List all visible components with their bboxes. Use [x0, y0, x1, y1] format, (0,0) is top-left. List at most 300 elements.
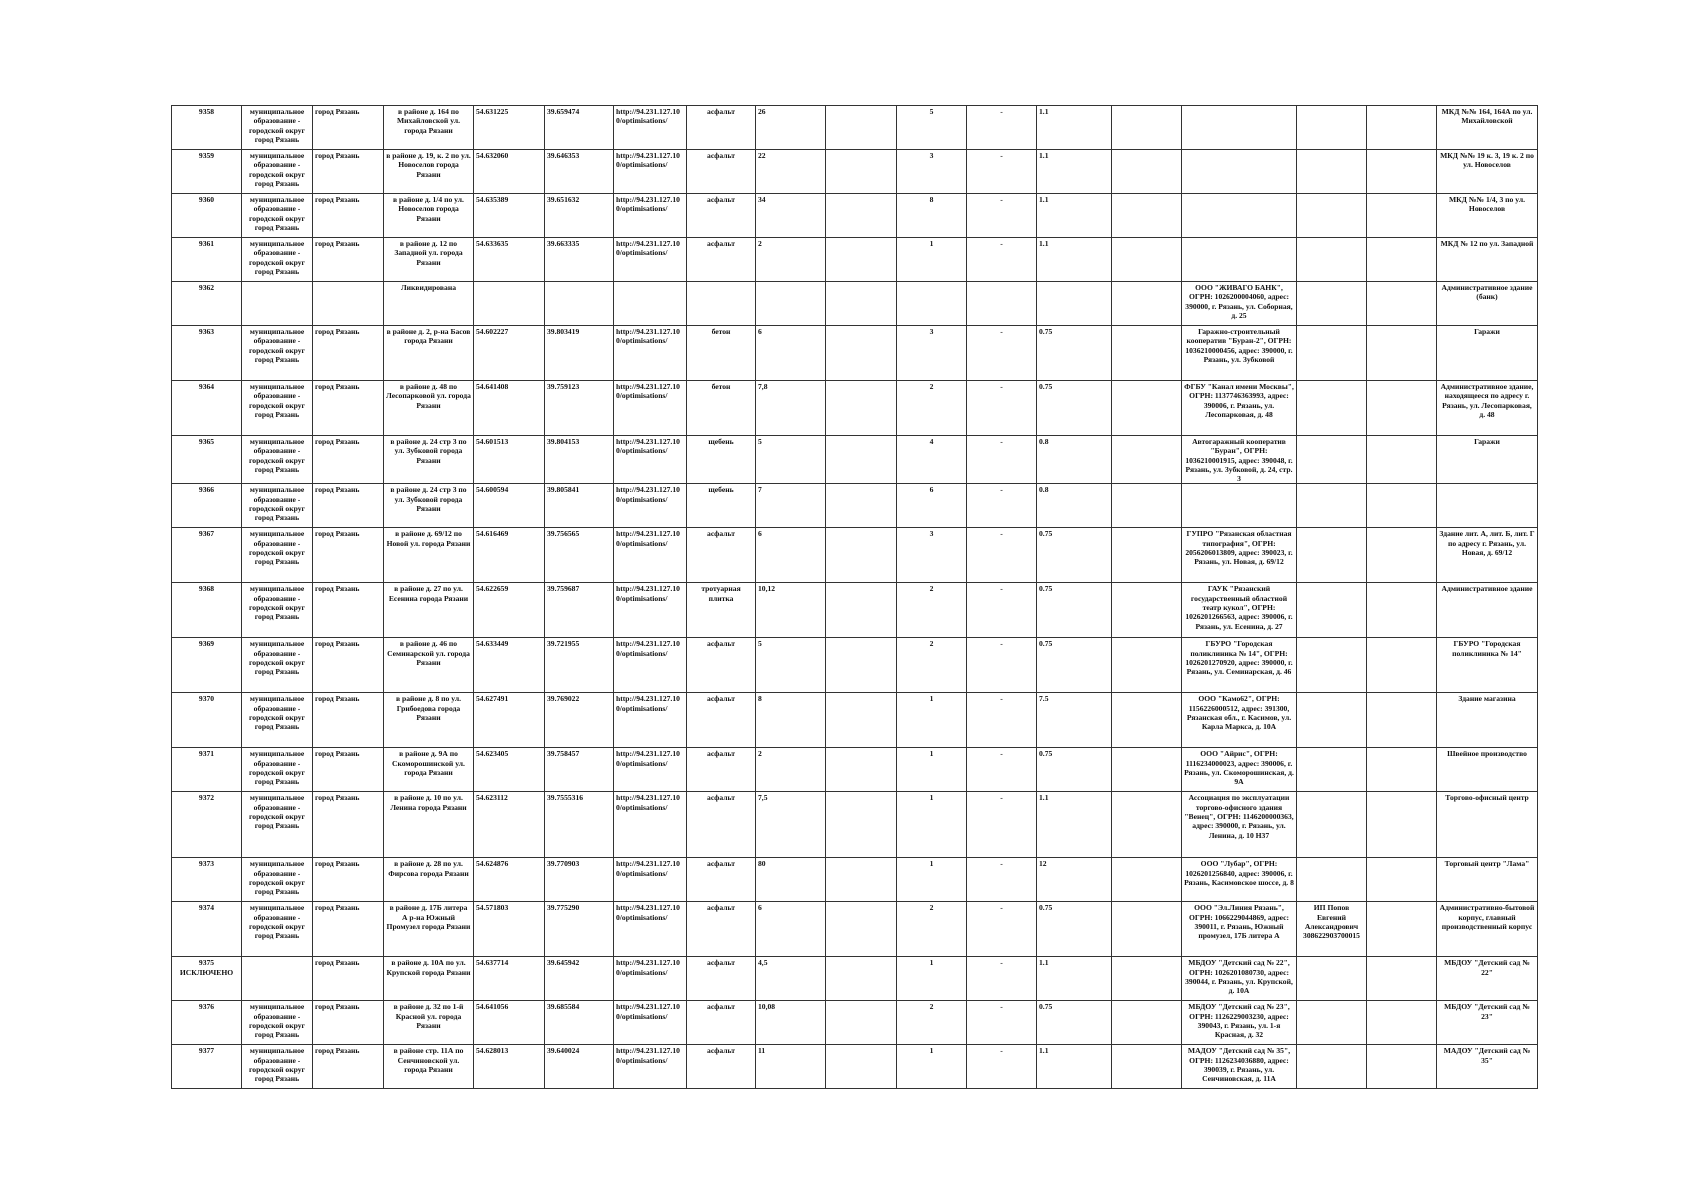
container-count-cell: 8 — [897, 194, 967, 238]
latitude-cell: 54.641408 — [474, 381, 545, 436]
area-cell: 5 — [756, 436, 826, 484]
empty-cell — [1367, 1001, 1437, 1045]
url-cell — [614, 282, 687, 326]
empty-cell — [1112, 150, 1182, 194]
area-cell — [756, 282, 826, 326]
surface-cell: асфальт — [687, 1045, 756, 1089]
waste-source-cell: Административное здание (банк) — [1437, 282, 1538, 326]
container-count-cell: 2 — [897, 381, 967, 436]
row-number: 9373 — [172, 858, 242, 902]
volume-cell: 0.75 — [1037, 326, 1112, 381]
table-row — [172, 858, 1538, 902]
address-cell: в районе д. 48 по Лесопарковой ул. города Рязани — [384, 381, 474, 436]
municipality-cell: муниципальное образование - городской округ город Рязань — [242, 858, 313, 902]
longitude-cell: 39.646353 — [545, 150, 614, 194]
volume-cell — [1037, 282, 1112, 326]
longitude-cell: 39.659474 — [545, 106, 614, 150]
owner-cell: МАДОУ "Детский сад № 35", ОГРН: 1126234036880, адрес: 390039, г. Рязань, ул. Сенчиновская, д. 11А — [1182, 1045, 1297, 1089]
organization-cell — [1297, 748, 1367, 792]
address-cell: в районе д. 24 стр 3 по ул. Зубковой города Рязани — [384, 436, 474, 484]
surface-cell: асфальт — [687, 902, 756, 957]
municipality-cell: муниципальное образование - городской округ город Рязань — [242, 693, 313, 748]
surface-cell: асфальт — [687, 748, 756, 792]
empty-cell — [1367, 326, 1437, 381]
latitude-cell: 54.637714 — [474, 957, 545, 1001]
empty-cell — [826, 194, 897, 238]
address-cell: в районе д. 10 по ул. Ленина города Рязани — [384, 792, 474, 858]
row-number: 9368 — [172, 583, 242, 638]
waste-source-cell: Административное здание, находящееся по адресу г. Рязань, ул. Лесопарковая, д. 48 — [1437, 381, 1538, 436]
volume-cell: 0.75 — [1037, 748, 1112, 792]
empty-cell — [826, 326, 897, 381]
address-cell: в районе д. 19, к. 2 по ул. Новоселов города Рязани — [384, 150, 474, 194]
planned-count-cell: - — [967, 957, 1037, 1001]
surface-cell: асфальт — [687, 528, 756, 583]
address-cell: в районе д. 2, р-на Басов города Рязани — [384, 326, 474, 381]
address-cell: в районе д. 28 по ул. Фирсова города Рязани — [384, 858, 474, 902]
area-cell: 5 — [756, 638, 826, 693]
latitude-cell: 54.633449 — [474, 638, 545, 693]
empty-cell — [1112, 693, 1182, 748]
organization-cell — [1297, 583, 1367, 638]
row-number: 9359 — [172, 150, 242, 194]
empty-cell — [1112, 528, 1182, 583]
empty-cell — [826, 282, 897, 326]
planned-count-cell: - — [967, 693, 1037, 748]
address-cell: в районе д. 32 по 1-й Красной ул. города Рязани — [384, 1001, 474, 1045]
settlement-cell: город Рязань — [313, 1001, 384, 1045]
empty-cell — [826, 150, 897, 194]
owner-cell: ООО "ЖИВАГО БАНК", ОГРН: 1026200004060, адрес: 390000, г. Рязань, ул. Соборная, д. 25 — [1182, 282, 1297, 326]
municipality-cell: муниципальное образование - городской округ город Рязань — [242, 194, 313, 238]
settlement-cell: город Рязань — [313, 902, 384, 957]
longitude-cell: 39.775290 — [545, 902, 614, 957]
settlement-cell: город Рязань — [313, 381, 384, 436]
url-cell: http://94.231.127.10 0/optimisations/ — [614, 792, 687, 858]
url-cell: http://94.231.127.10 0/optimisations/ — [614, 858, 687, 902]
volume-cell: 1.1 — [1037, 792, 1112, 858]
waste-source-cell: МАДОУ "Детский сад № 35" — [1437, 1045, 1538, 1089]
latitude-cell: 54.628013 — [474, 1045, 545, 1089]
container-count-cell: 1 — [897, 858, 967, 902]
longitude-cell: 39.7555316 — [545, 792, 614, 858]
municipality-cell: муниципальное образование - городской округ город Рязань — [242, 436, 313, 484]
volume-cell: 0.8 — [1037, 484, 1112, 528]
waste-source-cell: МБДОУ "Детский сад № 22" — [1437, 957, 1538, 1001]
latitude-cell: 54.641056 — [474, 1001, 545, 1045]
waste-source-cell: Здание лит. А, лит. Б, лит. Г по адресу г. Рязань, ул. Новая, д. 69/12 — [1437, 528, 1538, 583]
owner-cell: МБДОУ "Детский сад № 23", ОГРН: 1126229003230, адрес: 390043, г. Рязань, ул. 1-я Красная, д. 32 — [1182, 1001, 1297, 1045]
waste-source-cell: Гаражи — [1437, 326, 1538, 381]
organization-cell: ИП Попов Евгений Александрович 308622903700015 — [1297, 902, 1367, 957]
table-row — [172, 902, 1538, 957]
planned-count-cell: - — [967, 1001, 1037, 1045]
area-cell: 6 — [756, 528, 826, 583]
empty-cell — [1367, 583, 1437, 638]
empty-cell — [826, 957, 897, 1001]
surface-cell: асфальт — [687, 693, 756, 748]
organization-cell — [1297, 238, 1367, 282]
area-cell: 10,12 — [756, 583, 826, 638]
waste-source-cell: Торговый центр "Лама" — [1437, 858, 1538, 902]
address-cell: в районе стр. 11А по Сенчиновской ул. города Рязани — [384, 1045, 474, 1089]
planned-count-cell: - — [967, 858, 1037, 902]
owner-cell: Автогаражный кооператив "Буран", ОГРН: 1036210001915, адрес: 390048, г. Рязань, ул. Зубковой, д. 24, стр. 3 — [1182, 436, 1297, 484]
empty-cell — [826, 528, 897, 583]
container-count-cell: 3 — [897, 150, 967, 194]
container-count-cell: 2 — [897, 583, 967, 638]
latitude-cell: 54.633635 — [474, 238, 545, 282]
area-cell: 22 — [756, 150, 826, 194]
container-count-cell: 5 — [897, 106, 967, 150]
area-cell: 4,5 — [756, 957, 826, 1001]
empty-cell — [1112, 381, 1182, 436]
settlement-cell: город Рязань — [313, 150, 384, 194]
latitude-cell: 54.600594 — [474, 484, 545, 528]
planned-count-cell: - — [967, 902, 1037, 957]
row-number: 9358 — [172, 106, 242, 150]
empty-cell — [826, 106, 897, 150]
waste-source-cell: Швейное производство — [1437, 748, 1538, 792]
planned-count-cell — [967, 282, 1037, 326]
empty-cell — [826, 238, 897, 282]
table-row — [172, 194, 1538, 238]
row-number: 9369 — [172, 638, 242, 693]
table-row — [172, 282, 1538, 326]
url-cell: http://94.231.127.10 0/optimisations/ — [614, 238, 687, 282]
table-row — [172, 792, 1538, 858]
area-cell: 34 — [756, 194, 826, 238]
settlement-cell: город Рязань — [313, 1045, 384, 1089]
empty-cell — [826, 1045, 897, 1089]
planned-count-cell: - — [967, 381, 1037, 436]
empty-cell — [826, 583, 897, 638]
empty-cell — [1367, 381, 1437, 436]
volume-cell: 1.1 — [1037, 957, 1112, 1001]
settlement-cell: город Рязань — [313, 583, 384, 638]
empty-cell — [1367, 194, 1437, 238]
row-number: 9376 — [172, 1001, 242, 1045]
surface-cell: асфальт — [687, 194, 756, 238]
table-row — [172, 1045, 1538, 1089]
table-row — [172, 484, 1538, 528]
planned-count-cell: - — [967, 238, 1037, 282]
url-cell: http://94.231.127.10 0/optimisations/ — [614, 194, 687, 238]
table-row — [172, 638, 1538, 693]
latitude-cell: 54.635389 — [474, 194, 545, 238]
longitude-cell: 39.759687 — [545, 583, 614, 638]
empty-cell — [1112, 1001, 1182, 1045]
municipality-cell: муниципальное образование - городской округ город Рязань — [242, 326, 313, 381]
surface-cell: асфальт — [687, 238, 756, 282]
planned-count-cell: - — [967, 436, 1037, 484]
owner-cell — [1182, 194, 1297, 238]
row-number: 9370 — [172, 693, 242, 748]
area-cell: 11 — [756, 1045, 826, 1089]
container-count-cell: 1 — [897, 238, 967, 282]
municipality-cell: муниципальное образование - городской округ город Рязань — [242, 583, 313, 638]
longitude-cell: 39.758457 — [545, 748, 614, 792]
url-cell: http://94.231.127.10 0/optimisations/ — [614, 484, 687, 528]
surface-cell: асфальт — [687, 1001, 756, 1045]
empty-cell — [1112, 792, 1182, 858]
table-row — [172, 693, 1538, 748]
owner-cell: ООО "Камо62", ОГРН: 1156226000512, адрес: 391300, Рязанская обл., г. Касимов, ул. Карла Маркса, д. 10А — [1182, 693, 1297, 748]
waste-source-cell: Торгово-офисный центр — [1437, 792, 1538, 858]
empty-cell — [1112, 238, 1182, 282]
surface-cell: асфальт — [687, 792, 756, 858]
empty-cell — [826, 792, 897, 858]
longitude-cell: 39.651632 — [545, 194, 614, 238]
organization-cell — [1297, 1001, 1367, 1045]
empty-cell — [1367, 957, 1437, 1001]
volume-cell: 7.5 — [1037, 693, 1112, 748]
settlement-cell: город Рязань — [313, 957, 384, 1001]
owner-cell — [1182, 238, 1297, 282]
organization-cell — [1297, 693, 1367, 748]
volume-cell: 0.75 — [1037, 583, 1112, 638]
longitude-cell: 39.721955 — [545, 638, 614, 693]
address-cell: Ликвидирована — [384, 282, 474, 326]
empty-cell — [1112, 957, 1182, 1001]
owner-cell: ООО "Эл.Линия Рязань", ОГРН: 1066229044869, адрес: 390011, г. Рязань, Южный промузел, 17Б литера А — [1182, 902, 1297, 957]
empty-cell — [1367, 238, 1437, 282]
address-cell: в районе д. 10А по ул. Крупской города Рязани — [384, 957, 474, 1001]
surface-cell: асфальт — [687, 858, 756, 902]
table-row — [172, 957, 1538, 1001]
table-row — [172, 436, 1538, 484]
row-number: 9374 — [172, 902, 242, 957]
waste-source-cell: МКД № 12 по ул. Западной — [1437, 238, 1538, 282]
area-cell: 10,08 — [756, 1001, 826, 1045]
planned-count-cell: - — [967, 150, 1037, 194]
container-count-cell: 1 — [897, 957, 967, 1001]
owner-cell: Ассоциация по эксплуатации торгово-офисного здания "Венец", ОГРН: 1146200000363, адрес: 390000, г. Рязань, ул. Ленина, д. 10 Н37 — [1182, 792, 1297, 858]
latitude-cell: 54.624876 — [474, 858, 545, 902]
url-cell: http://94.231.127.10 0/optimisations/ — [614, 528, 687, 583]
container-count-cell: 2 — [897, 638, 967, 693]
url-cell: http://94.231.127.10 0/optimisations/ — [614, 150, 687, 194]
longitude-cell: 39.759123 — [545, 381, 614, 436]
address-cell: в районе д. 69/12 по Новой ул. города Рязани — [384, 528, 474, 583]
row-number: 9362 — [172, 282, 242, 326]
surface-cell: тротуарная плитка — [687, 583, 756, 638]
table-row — [172, 583, 1538, 638]
row-number: 9377 — [172, 1045, 242, 1089]
municipality-cell: муниципальное образование - городской округ город Рязань — [242, 1045, 313, 1089]
url-cell: http://94.231.127.10 0/optimisations/ — [614, 326, 687, 381]
empty-cell — [1367, 106, 1437, 150]
municipality-cell: муниципальное образование - городской округ город Рязань — [242, 902, 313, 957]
table-row — [172, 1001, 1538, 1045]
longitude-cell: 39.803419 — [545, 326, 614, 381]
empty-cell — [1112, 858, 1182, 902]
empty-cell — [826, 381, 897, 436]
waste-source-cell: Административное здание — [1437, 583, 1538, 638]
empty-cell — [826, 748, 897, 792]
municipality-cell: муниципальное образование - городской округ город Рязань — [242, 638, 313, 693]
surface-cell: бетон — [687, 381, 756, 436]
planned-count-cell: - — [967, 106, 1037, 150]
row-number: 9365 — [172, 436, 242, 484]
longitude-cell: 39.770903 — [545, 858, 614, 902]
settlement-cell: город Рязань — [313, 638, 384, 693]
table-row — [172, 381, 1538, 436]
settlement-cell: город Рязань — [313, 326, 384, 381]
settlement-cell: город Рязань — [313, 194, 384, 238]
volume-cell: 0.75 — [1037, 902, 1112, 957]
row-number: 9363 — [172, 326, 242, 381]
empty-cell — [1112, 638, 1182, 693]
surface-cell: асфальт — [687, 106, 756, 150]
url-cell: http://94.231.127.10 0/optimisations/ — [614, 748, 687, 792]
longitude-cell: 39.756565 — [545, 528, 614, 583]
empty-cell — [826, 638, 897, 693]
planned-count-cell: - — [967, 528, 1037, 583]
address-cell: в районе д. 17Б литера А р-на Южный Промузел города Рязани — [384, 902, 474, 957]
area-cell: 80 — [756, 858, 826, 902]
municipality-cell: муниципальное образование - городской округ город Рязань — [242, 1001, 313, 1045]
owner-cell — [1182, 484, 1297, 528]
surface-cell: щебень — [687, 484, 756, 528]
address-cell: в районе д. 12 по Западной ул. города Рязани — [384, 238, 474, 282]
area-cell: 6 — [756, 902, 826, 957]
owner-cell — [1182, 150, 1297, 194]
container-count-cell: 1 — [897, 1045, 967, 1089]
municipality-cell — [242, 957, 313, 1001]
empty-cell — [826, 693, 897, 748]
address-cell: в районе д. 1/4 по ул. Новоселов города Рязани — [384, 194, 474, 238]
container-count-cell: 6 — [897, 484, 967, 528]
latitude-cell: 54.631225 — [474, 106, 545, 150]
settlement-cell: город Рязань — [313, 436, 384, 484]
address-cell: в районе д. 164 по Михайловской ул. города Рязани — [384, 106, 474, 150]
planned-count-cell: - — [967, 326, 1037, 381]
container-count-cell: 3 — [897, 528, 967, 583]
empty-cell — [1112, 748, 1182, 792]
container-sites-table — [171, 105, 1538, 1089]
waste-source-cell: ГБУРО "Городская поликлиника № 14" — [1437, 638, 1538, 693]
organization-cell — [1297, 194, 1367, 238]
empty-cell — [1367, 484, 1437, 528]
surface-cell — [687, 282, 756, 326]
area-cell: 26 — [756, 106, 826, 150]
municipality-cell: муниципальное образование - городской округ город Рязань — [242, 792, 313, 858]
waste-source-cell: МКД №№ 1/4, 3 по ул. Новоселов — [1437, 194, 1538, 238]
surface-cell: асфальт — [687, 638, 756, 693]
table-row — [172, 106, 1538, 150]
municipality-cell: муниципальное образование - городской округ город Рязань — [242, 484, 313, 528]
empty-cell — [826, 484, 897, 528]
municipality-cell: муниципальное образование - городской округ город Рязань — [242, 238, 313, 282]
settlement-cell: город Рязань — [313, 748, 384, 792]
volume-cell: 12 — [1037, 858, 1112, 902]
latitude-cell: 54.623405 — [474, 748, 545, 792]
waste-source-cell: МБДОУ "Детский сад № 23" — [1437, 1001, 1538, 1045]
table-row — [172, 748, 1538, 792]
container-count-cell — [897, 282, 967, 326]
volume-cell: 1.1 — [1037, 238, 1112, 282]
longitude-cell: 39.804153 — [545, 436, 614, 484]
surface-cell: бетон — [687, 326, 756, 381]
volume-cell: 0.75 — [1037, 638, 1112, 693]
row-number: 9371 — [172, 748, 242, 792]
url-cell: http://94.231.127.10 0/optimisations/ — [614, 693, 687, 748]
url-cell: http://94.231.127.10 0/optimisations/ — [614, 106, 687, 150]
empty-cell — [1112, 436, 1182, 484]
settlement-cell: город Рязань — [313, 792, 384, 858]
longitude-cell: 39.805841 — [545, 484, 614, 528]
organization-cell — [1297, 858, 1367, 902]
url-cell: http://94.231.127.10 0/optimisations/ — [614, 1001, 687, 1045]
area-cell: 2 — [756, 238, 826, 282]
url-cell: http://94.231.127.10 0/optimisations/ — [614, 1045, 687, 1089]
longitude-cell: 39.663335 — [545, 238, 614, 282]
latitude-cell: 54.632060 — [474, 150, 545, 194]
latitude-cell: 54.571803 — [474, 902, 545, 957]
longitude-cell: 39.685584 — [545, 1001, 614, 1045]
planned-count-cell: - — [967, 194, 1037, 238]
latitude-cell: 54.616469 — [474, 528, 545, 583]
empty-cell — [1367, 858, 1437, 902]
empty-cell — [1112, 106, 1182, 150]
organization-cell — [1297, 381, 1367, 436]
longitude-cell: 39.640024 — [545, 1045, 614, 1089]
row-number: 9366 — [172, 484, 242, 528]
volume-cell: 0.8 — [1037, 436, 1112, 484]
area-cell: 7,5 — [756, 792, 826, 858]
url-cell: http://94.231.127.10 0/optimisations/ — [614, 902, 687, 957]
planned-count-cell: - — [967, 638, 1037, 693]
area-cell: 7,8 — [756, 381, 826, 436]
latitude-cell: 54.601513 — [474, 436, 545, 484]
row-number: 9367 — [172, 528, 242, 583]
settlement-cell — [313, 282, 384, 326]
organization-cell — [1297, 282, 1367, 326]
settlement-cell: город Рязань — [313, 106, 384, 150]
table-row — [172, 238, 1538, 282]
volume-cell: 1.1 — [1037, 106, 1112, 150]
table-row — [172, 150, 1538, 194]
volume-cell: 0.75 — [1037, 381, 1112, 436]
organization-cell — [1297, 150, 1367, 194]
waste-source-cell: Здание магазина — [1437, 693, 1538, 748]
planned-count-cell: - — [967, 583, 1037, 638]
waste-source-cell: МКД №№ 19 к. 3, 19 к. 2 по ул. Новоселов — [1437, 150, 1538, 194]
municipality-cell: муниципальное образование - городской округ город Рязань — [242, 381, 313, 436]
municipality-cell: муниципальное образование - городской округ город Рязань — [242, 528, 313, 583]
organization-cell — [1297, 638, 1367, 693]
container-count-cell: 3 — [897, 326, 967, 381]
settlement-cell: город Рязань — [313, 693, 384, 748]
area-cell: 8 — [756, 693, 826, 748]
organization-cell — [1297, 957, 1367, 1001]
registry-table-page — [171, 105, 1535, 1084]
empty-cell — [826, 902, 897, 957]
row-number: 9364 — [172, 381, 242, 436]
organization-cell — [1297, 528, 1367, 583]
address-cell: в районе д. 8 по ул. Грибоедова города Рязани — [384, 693, 474, 748]
organization-cell — [1297, 436, 1367, 484]
volume-cell: 1.1 — [1037, 150, 1112, 194]
empty-cell — [1367, 282, 1437, 326]
latitude-cell: 54.622659 — [474, 583, 545, 638]
organization-cell — [1297, 106, 1367, 150]
row-number: 9361 — [172, 238, 242, 282]
organization-cell — [1297, 792, 1367, 858]
table-row — [172, 528, 1538, 583]
owner-cell: ГБУРО "Городская поликлиника № 14", ОГРН: 1026201270920, адрес: 390000, г. Рязань, ул. Семинарская, д. 46 — [1182, 638, 1297, 693]
